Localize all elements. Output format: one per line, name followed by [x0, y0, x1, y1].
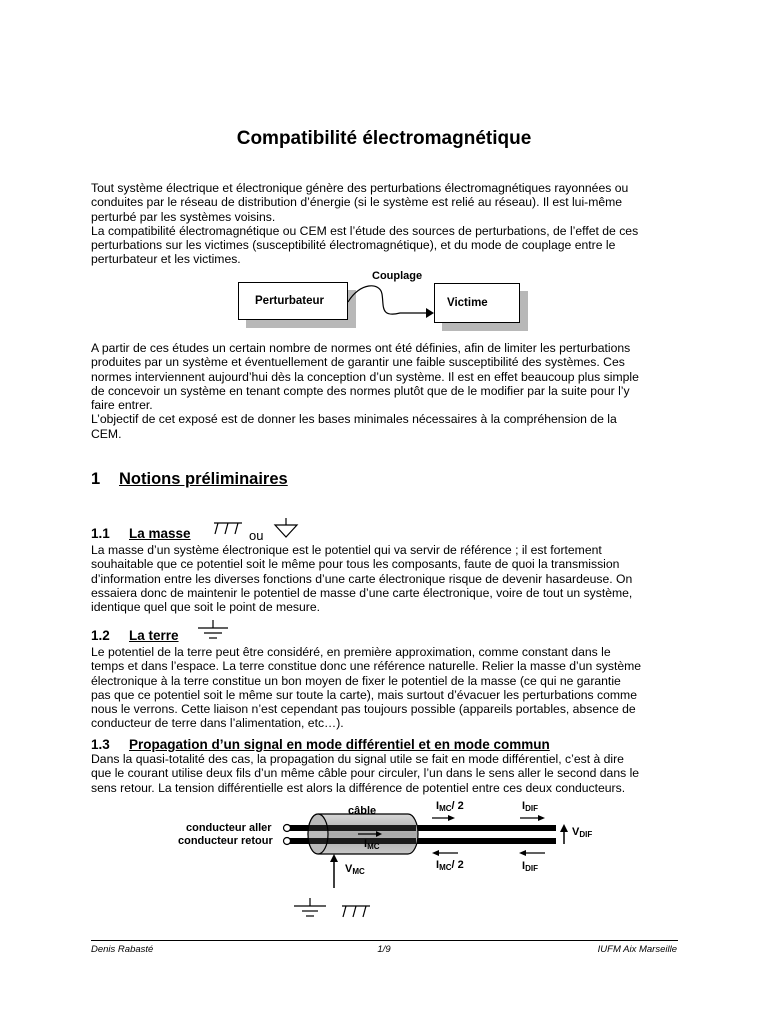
imc-half-top-label: $I_{MC}/$ 2 — [436, 800, 464, 813]
subsection-heading — [91, 737, 550, 752]
text-line: pas que ce potentiel soit le même sur toute la carte), mais surtout d’évacuer les perturbations comme — [91, 687, 637, 702]
text-line: Dans la quasi-totalité des cas, la propagation du signal utile se fait en mode différentiel, c’est à dire — [91, 752, 624, 766]
intro-paragraph — [91, 181, 677, 267]
section-title: Notions préliminaires — [119, 470, 288, 488]
norms-paragraph — [91, 341, 677, 441]
victime-label: Victime — [447, 297, 488, 309]
text-line: perturbé par les systèmes voisins. — [91, 209, 276, 224]
terre-paragraph — [91, 645, 677, 731]
section-heading — [91, 470, 288, 489]
text-line: CEM. — [91, 426, 122, 441]
propagation-paragraph — [91, 752, 677, 795]
text-line: perturbations sur les victimes (susceptibilité électromagnétique), et du mode de couplage entre le — [91, 238, 616, 253]
earth-ground-icon — [196, 620, 230, 642]
text-line: La masse d’un système électronique est le potentiel qui va servir de référence ; il est fortement — [91, 543, 602, 557]
text-line: essaiera donc de maintenir le potentiel de masse d’une carte électronique, voire de tout un système, — [91, 585, 633, 600]
ou-text: ou — [249, 528, 264, 543]
footer-author: Denis Rabasté — [91, 944, 154, 955]
signal-ground-icon — [272, 518, 300, 540]
subsection-number: 1.3 — [91, 737, 110, 752]
text-line: La compatibilité électromagnétique ou CEM est l’étude des sources de perturbations, de l’effet de ces — [91, 223, 639, 238]
conducteur-aller-label: conducteur aller — [186, 822, 272, 834]
text-line: A partir de ces études un certain nombre de normes ont été définies, afin de limiter les perturbations — [91, 341, 631, 355]
text-line: de concevoir un système en tenant compte des normes plutôt que de le modifier par la suite pour l’y — [91, 383, 630, 398]
text-line: d’information entre les diverses fonctions d’une carte électronique risque de devenir hasardeuse. On — [91, 571, 633, 586]
text-line: Le potentiel de la terre peut être considéré, en première approximation, comme constant dans le — [91, 645, 611, 659]
cable-drawing — [280, 800, 593, 925]
text-line: souhaitable que ce potentiel soit le même pour tous les composants, faute de quoi la transmission — [91, 557, 620, 572]
text-line: que le courant utilise deux fils d’un même câble pour circuler, l’un dans le sens aller le second dans le — [91, 766, 640, 781]
text-line: faire entrer. — [91, 398, 153, 413]
text-line: Tout système électrique et électronique génère des perturbations électromagnétiques rayonnées ou — [91, 181, 629, 195]
text-line: sens retour. La tension différentielle est alors la différence de potentiel entre ces deux conducteurs. — [91, 780, 626, 795]
idif-bottom-label: $I_{DIF}$ — [522, 860, 538, 873]
victime-box — [434, 283, 520, 323]
text-line: L’objectif de cet exposé est de donner les bases minimales nécessaires à la compréhension de la — [91, 412, 617, 427]
vmc-label: $V_{MC}$ — [345, 863, 365, 876]
text-line: conduites par le réseau de distribution d’énergie (si le système est relié au réseau). Il est lui-même — [91, 195, 623, 210]
footer-institution: IUFM Aix Marseille — [597, 944, 677, 955]
subsection-title: Propagation d’un signal en mode différentiel et en mode commun — [129, 737, 550, 752]
text-line: normes interviennent aujourd’hui dès la conception d’un système. Il est en effet beaucoup plus simple — [91, 369, 639, 384]
footer-divider — [91, 940, 678, 941]
coupling-curve — [340, 280, 440, 325]
imc-cable-label: $I_{MC}$ — [364, 838, 380, 851]
cable-label: câble — [348, 805, 377, 817]
subsection-heading — [91, 526, 191, 541]
chassis-ground-icon — [210, 520, 244, 540]
idif-top-label: $I_{DIF}$ — [522, 800, 538, 813]
text-line: temps et dans l’espace. La terre constitue donc une référence naturelle. Relier la masse d’un système — [91, 659, 642, 674]
subsection-heading — [91, 628, 179, 643]
footer-page-number: 1/9 — [377, 944, 391, 955]
text-line: identique quel que soit le point de mesure. — [91, 600, 321, 615]
imc-half-bottom-label: $I_{MC}/$ 2 — [436, 859, 464, 872]
vdif-label: $V_{DIF}$ — [572, 826, 593, 839]
text-line: produites par un système et éventuellement de garantir une faible susceptibilité des systèmes. Ces — [91, 355, 625, 370]
masse-paragraph — [91, 543, 677, 614]
section-number: 1 — [91, 470, 101, 488]
subsection-title: La terre — [129, 628, 179, 643]
text-line: nous le verrons. Cette liaison n’est cependant pas toujours possible (appareils portables, absence de — [91, 702, 636, 717]
page-title: Compatibilité électromagnétique — [236, 128, 532, 149]
conducteur-retour-label: conducteur retour — [178, 835, 273, 847]
text-line: électronique à la terre constitue un bon moyen de fixer le potentiel de la masse (ce qui ne garantie — [91, 673, 621, 688]
perturbateur-box — [238, 282, 348, 320]
text-line: conducteur de terre dans l’alimentation, etc…). — [91, 716, 344, 731]
perturbateur-label: Perturbateur — [255, 295, 325, 307]
text-line: perturbateur et les victimes. — [91, 252, 241, 267]
subsection-number: 1.1 — [91, 526, 110, 541]
couplage-label: Couplage — [372, 270, 423, 282]
subsection-title: La masse — [129, 526, 191, 541]
subsection-number: 1.2 — [91, 628, 110, 643]
